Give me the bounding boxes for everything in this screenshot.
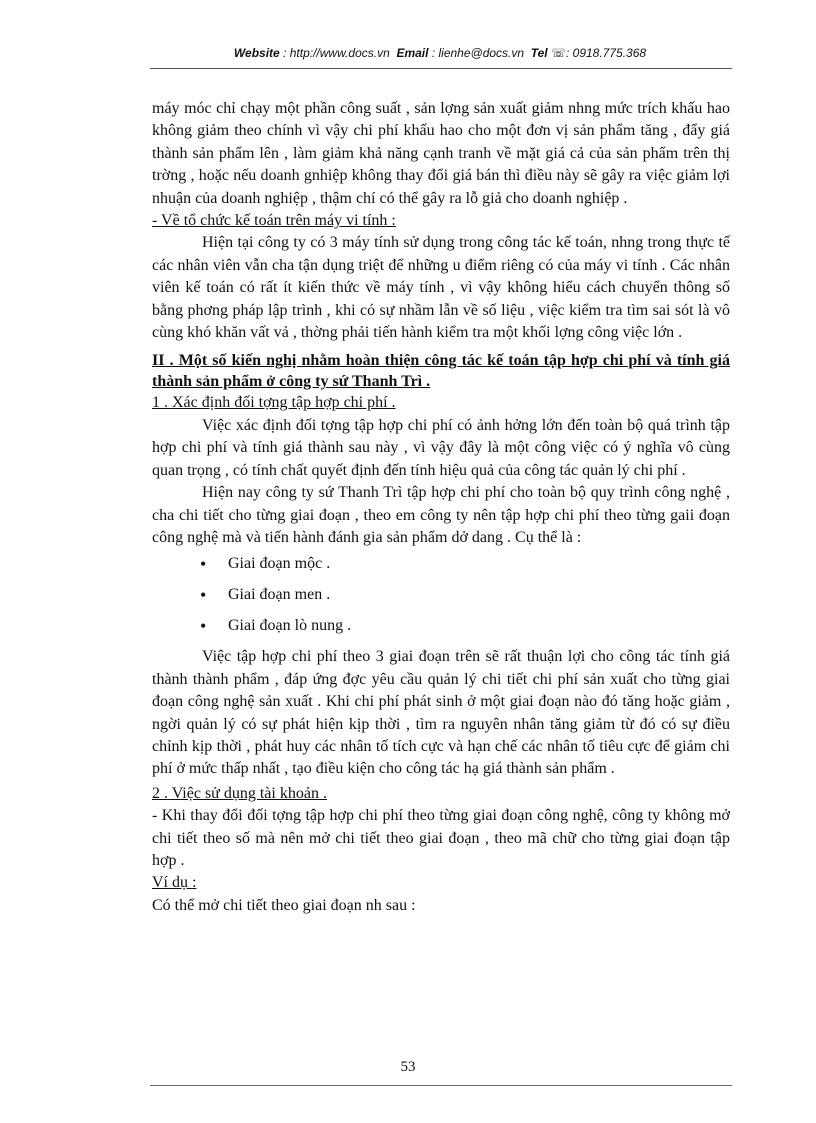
paragraph-3: Việc xác định đối tợng tập hợp chi phí có ảnh hởng lớn đến toàn bộ quá trình tập hợp chi phí và tính giá thành sau này , vì vậy đây là một công việc có ý nghĩa vô cùng quan trọng , có tính chất quyết định đến tính hiệu quả của công tác quản lý chi phí . [152,416,730,479]
tel-label: Tel [530,46,548,60]
website-value: : http://www.docs.vn [283,46,390,60]
page-header [150,46,730,60]
list-item: • Giai đoạn lò nung . [200,616,352,637]
list-item: • Giai đoạn men . [200,585,331,606]
document-body [152,98,730,917]
phone-icon: ☏ [550,46,566,60]
paragraph-1: máy móc chỉ chạy một phần công suất , sản lợng sản xuất giảm nhng mức trích khấu hao không giảm theo chính vì vậy chi phí khấu hao cho một đơn vị sản phẩm tăng , đẩy giá thành sản phẩm lên , làm giảm khả năng cạnh tranh về mặt giá cả của sản phẩm trên thị trờng , hoặc nếu doanh gnhiệp không thay đổi giá bán thì điều này sẽ gây ra việc giảm lợi nhuận của doanh nghiệp , thậm chí có thể gây ra lỗ giả cho doanh nghiệp . [152,100,730,207]
subheading-account-usage: 2 . Việc sử dụng tài khoản . [152,784,327,802]
paragraph-2: Hiện tại công ty có 3 máy tính sử dụng trong công tác kế toán, nhng trong thực tế các nhân viên vẫn cha tận dụng triệt để những u điểm riêng có của máy vi tính . Các nhân viên kế toán có rất ít kiến thức về máy tính , vì vậy không hiểu cách chuyển thông số bằng phơng pháp lập trình , khi có sự nhầm lẫn về số liệu , việc kiểm tra tìm sai sót là vô cùng khó khăn vất vả , thờng phải tiến hành kiểm tra một khối lợng công việc lớn . [152,234,730,342]
list-item: • Giai đoạn mộc . [200,554,331,575]
subheading-example: Ví dụ : [152,874,197,892]
email-label: Email [396,46,429,60]
section-heading-ii: II . Một số kiến nghị nhằm hoàn thiện công tác kế toán tập hợp chi phí và tính giá thành sản phẩm ở công ty sứ Thanh Trì . [152,352,730,391]
page-number: 53 [400,1059,416,1075]
stage-list [152,553,730,637]
subheading-accounting-computer: - Về tổ chức kế toán trên máy vi tính : [152,212,396,230]
tel-value: : 0918.775.368 [565,46,647,60]
paragraph-6: - Khi thay đổi đối tợng tập hợp chi phí theo từng giai đoạn công nghệ, công ty không mở chi tiết theo số mà nên mở chi tiết theo giai đoạn , theo mã chữ cho từng giai đoạn tập hợp . [152,807,730,869]
subheading-cost-object: 1 . Xác định đối tợng tập hợp chi phí . [152,394,396,412]
email-value: : lienhe@docs.vn [431,46,525,60]
footer-rule [150,1085,732,1086]
header-rule [150,68,732,69]
paragraph-5: Việc tập hợp chi phí theo 3 giai đoạn trên sẽ rất thuận lợi cho công tác tính giá thành thành phẩm , đáp ứng đợc yêu cầu quản lý chi tiết chi phí sản xuất cho từng giai đoạn công nghệ sản xuất . Khi chi phí phát sinh ở một giai đoạn nào đó tăng hoặc giảm , ngời quản lý có sự phát hiện kịp thời , tìm ra nguyên nhân tăng giảm từ đó có sự điều chỉnh kịp thời , phát huy các nhân tố tích cực và hạn chế các nhân tố tiêu cực để giảm chi phí ở mức thấp nhất , tạo điều kiện cho công tác hạ giá thành sản phẩm . [152,648,730,778]
bullet-icon: • [200,616,207,637]
website-label: Website [233,46,280,60]
bullet-icon: • [200,554,207,575]
bullet-icon: • [200,585,207,606]
paragraph-4: Hiện nay công ty sứ Thanh Trì tập hợp chi phí cho toàn bộ quy trình công nghệ , cha chi tiết cho từng giai đoạn , theo em công ty nên tập hợp chi phí theo từng gaii đoạn công nghệ mà và tiến hành đánh gia sản phẩm dở dang . Cụ thể là : [152,484,730,546]
paragraph-7: Có thể mở chi tiết theo giai đoạn nh sau : [152,896,416,914]
